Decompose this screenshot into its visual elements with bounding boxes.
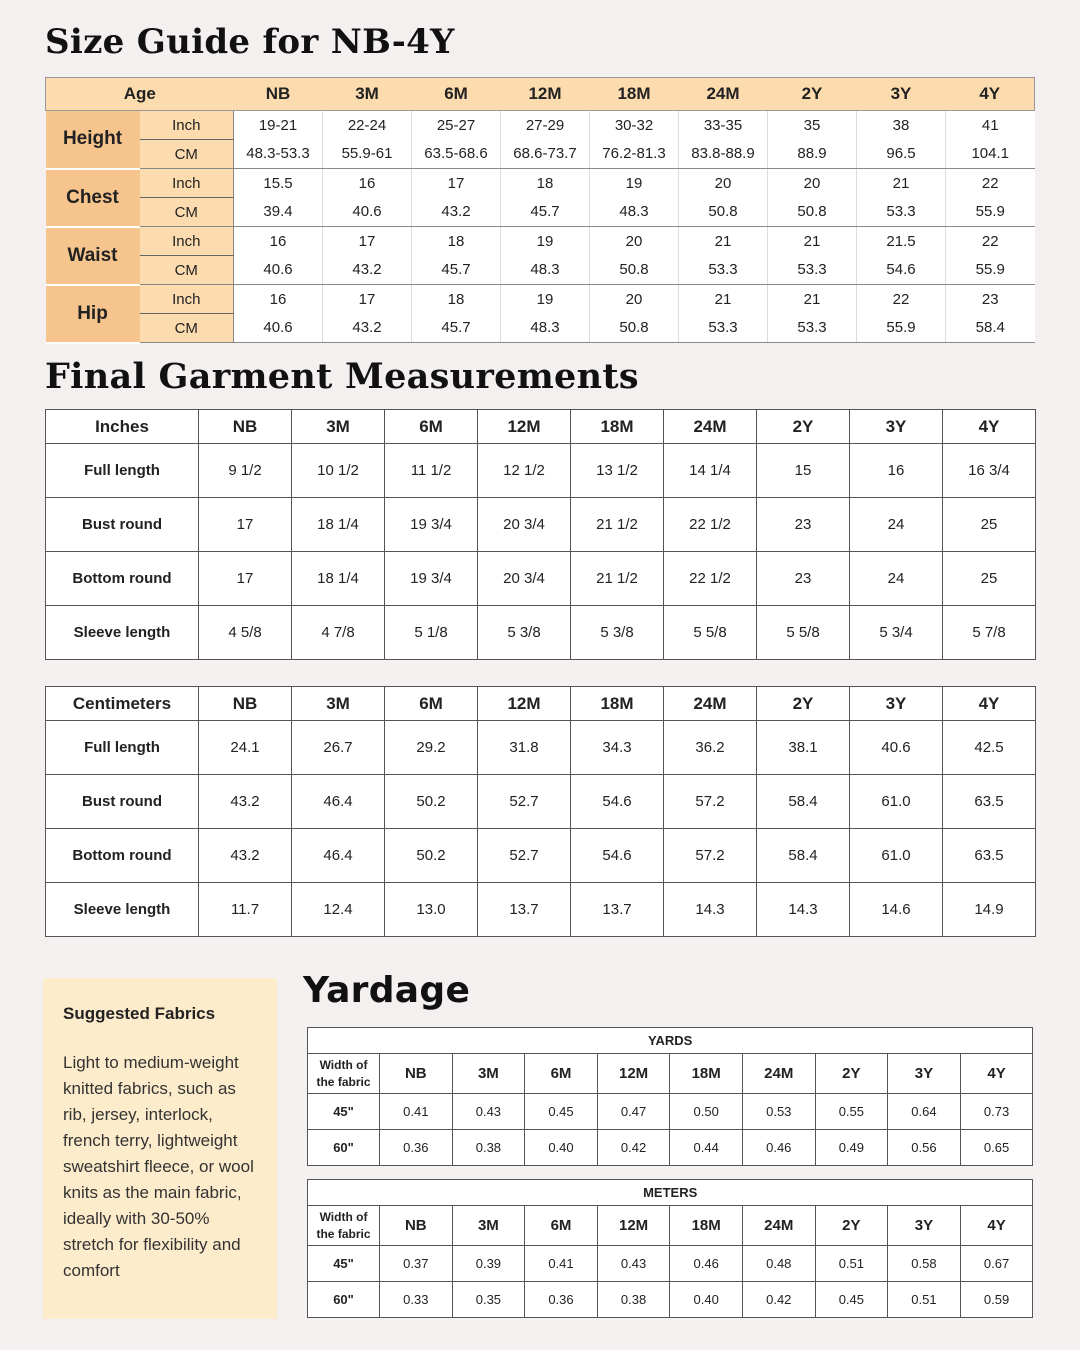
size-value: 19-21 [234,111,323,140]
yardage-value: 0.42 [742,1282,815,1318]
size-value: 22-24 [323,111,412,140]
size-value: 25-27 [412,111,501,140]
yardage-value: 0.42 [597,1130,670,1166]
yardage-value: 0.65 [960,1130,1033,1166]
size-value: 18 [412,227,501,256]
measurement-value: 21 1/2 [571,552,664,606]
measurement-value: 9 1/2 [199,444,292,498]
size-guide-row [46,169,1035,198]
size-guide-row [46,111,1035,140]
size-guide-header-row [46,78,1035,111]
measurement-value: 24.1 [199,721,292,775]
measurement-value: 14.3 [757,883,850,937]
size-header-24m: 24M [664,687,757,721]
measurement-value: 5 3/8 [571,606,664,660]
size-value: 40.6 [234,256,323,285]
size-guide-row [46,140,1035,169]
width-label-line2: the fabric [316,1074,371,1089]
fabric-width-label: 60" [308,1282,380,1318]
measurement-value: 43.2 [199,775,292,829]
size-header-3m: 3M [452,1054,525,1094]
measurement-value: 14.3 [664,883,757,937]
suggested-fabrics-panel [43,978,277,1319]
measurement-value: 24 [850,498,943,552]
fabric-width-label: 45" [308,1246,380,1282]
yardage-value: 0.33 [380,1282,453,1318]
size-value: 43.2 [323,256,412,285]
size-value: 22 [946,227,1035,256]
garment-row [46,721,1036,775]
size-value: 21 [857,169,946,198]
measurement-value: 4 5/8 [199,606,292,660]
measurement-value: 5 7/8 [943,606,1036,660]
measurement-value: 14.6 [850,883,943,937]
size-value: 21 [768,285,857,314]
size-header-4y: 4Y [943,687,1036,721]
measurement-value: 14.9 [943,883,1036,937]
size-value: 19 [501,285,590,314]
size-value: 45.7 [412,256,501,285]
size-value: 21 [679,285,768,314]
measurement-value: 46.4 [292,775,385,829]
measurement-value: 11.7 [199,883,292,937]
fabrics-text: Light to medium-weight knitted fabrics, such as rib, jersey, interlock, french terry, lightweight sweatshirt fleece, or wool knits as the main fabric, ideally with 30-50% stretch for flexibility and comfort [63,1053,254,1280]
size-value: 20 [768,169,857,198]
size-header-3m: 3M [292,410,385,444]
measurement-value: 25 [943,498,1036,552]
size-value: 76.2-81.3 [590,140,679,169]
size-value: 21 [679,227,768,256]
yardage-value: 0.45 [525,1094,598,1130]
width-label-line2: the fabric [316,1226,371,1241]
measurement-value: 31.8 [478,721,571,775]
size-header-6m: 6M [385,410,478,444]
yardage-value: 0.40 [525,1130,598,1166]
yardage-yards-table [307,1027,1033,1166]
size-value: 17 [323,285,412,314]
yardage-value: 0.59 [960,1282,1033,1318]
size-value: 17 [412,169,501,198]
yardage-row [308,1282,1033,1318]
row-label: Sleeve length [46,606,199,660]
measurement-value: 18 1/4 [292,552,385,606]
row-label: Bottom round [46,552,199,606]
size-header-24m: 24M [742,1206,815,1246]
size-value: 48.3 [501,256,590,285]
row-label: Bust round [46,775,199,829]
size-header-3y: 3Y [850,410,943,444]
measurement-value: 34.3 [571,721,664,775]
size-value: 39.4 [234,198,323,227]
size-header-24m: 24M [664,410,757,444]
yardage-value: 0.41 [380,1094,453,1130]
yardage-value: 0.36 [525,1282,598,1318]
yardage-value: 0.49 [815,1130,888,1166]
yardage-value: 0.38 [452,1130,525,1166]
size-value: 22 [857,285,946,314]
yardage-value: 0.46 [670,1246,743,1282]
measurement-value: 26.7 [292,721,385,775]
garment-inches-table [45,409,1036,660]
width-label-line1: Width of [319,1057,368,1072]
yardage-value: 0.64 [888,1094,961,1130]
size-value: 22 [946,169,1035,198]
measurement-value: 63.5 [943,829,1036,883]
measurement-value: 54.6 [571,829,664,883]
size-header-24m: 24M [679,78,768,111]
measurement-value: 21 1/2 [571,498,664,552]
yardage-caption-row [308,1028,1033,1054]
yardage-value: 0.58 [888,1246,961,1282]
yardage-value: 0.56 [888,1130,961,1166]
measurement-value: 10 1/2 [292,444,385,498]
measurement-value: 17 [199,552,292,606]
size-value: 43.2 [412,198,501,227]
yardage-row [308,1130,1033,1166]
size-value: 20 [590,227,679,256]
size-header-3m: 3M [452,1206,525,1246]
size-value: 38 [857,111,946,140]
size-header-3m: 3M [323,78,412,111]
measurement-value: 13.7 [571,883,664,937]
size-value: 53.3 [679,314,768,343]
measurement-value: 16 [850,444,943,498]
size-value: 55.9 [946,198,1035,227]
size-header-12m: 12M [478,687,571,721]
garment-row [46,444,1036,498]
yardage-value: 0.36 [380,1130,453,1166]
size-value: 63.5-68.6 [412,140,501,169]
size-value: 16 [234,227,323,256]
size-header-4y: 4Y [943,410,1036,444]
measurement-value: 40.6 [850,721,943,775]
size-header-nb: NB [234,78,323,111]
yardage-value: 0.55 [815,1094,888,1130]
size-value: 50.8 [590,314,679,343]
width-of-fabric-header [308,1054,380,1094]
yardage-caption: YARDS [308,1028,1033,1054]
yardage-value: 0.35 [452,1282,525,1318]
measurement-value: 4 7/8 [292,606,385,660]
size-header-12m: 12M [501,78,590,111]
unit-label: CM [140,198,234,227]
size-header-18m: 18M [670,1054,743,1094]
yardage-value: 0.47 [597,1094,670,1130]
yardage-value: 0.73 [960,1094,1033,1130]
size-value: 19 [501,227,590,256]
measurement-hip: Hip [46,285,140,343]
size-value: 55.9-61 [323,140,412,169]
size-value: 50.8 [590,256,679,285]
unit-label: CM [140,140,234,169]
yardage-value: 0.53 [742,1094,815,1130]
measurement-value: 43.2 [199,829,292,883]
size-header-3y: 3Y [857,78,946,111]
measurement-value: 20 3/4 [478,552,571,606]
fabric-width-label: 45" [308,1094,380,1130]
size-value: 20 [679,169,768,198]
size-value: 19 [590,169,679,198]
size-header-4y: 4Y [960,1206,1033,1246]
size-value: 48.3 [590,198,679,227]
measurement-value: 25 [943,552,1036,606]
size-value: 50.8 [768,198,857,227]
measurement-value: 58.4 [757,829,850,883]
garment-title: Final Garment Measurements [45,356,639,397]
measurement-value: 50.2 [385,775,478,829]
size-header-nb: NB [199,410,292,444]
measurement-value: 13.7 [478,883,571,937]
size-value: 23 [946,285,1035,314]
row-label: Full length [46,721,199,775]
yardage-value: 0.44 [670,1130,743,1166]
unit-label: Inch [140,227,234,256]
measurement-value: 17 [199,498,292,552]
size-value: 53.3 [857,198,946,227]
fabric-width-label: 60" [308,1130,380,1166]
size-header-18m: 18M [571,410,664,444]
measurement-value: 52.7 [478,775,571,829]
garment-row [46,775,1036,829]
width-of-fabric-header [308,1206,380,1246]
measurement-waist: Waist [46,227,140,285]
size-value: 40.6 [323,198,412,227]
measurement-value: 63.5 [943,775,1036,829]
size-header-4y: 4Y [960,1054,1033,1094]
measurement-value: 36.2 [664,721,757,775]
measurement-value: 29.2 [385,721,478,775]
measurement-value: 61.0 [850,775,943,829]
measurement-value: 61.0 [850,829,943,883]
size-value: 53.3 [768,256,857,285]
size-header-2y: 2Y [757,410,850,444]
size-value: 21.5 [857,227,946,256]
size-header-3y: 3Y [888,1054,961,1094]
measurement-value: 24 [850,552,943,606]
garment-header-row [46,687,1036,721]
measurement-value: 13 1/2 [571,444,664,498]
yardage-value: 0.46 [742,1130,815,1166]
yardage-header-row [308,1054,1033,1094]
size-guide-row [46,227,1035,256]
measurement-height: Height [46,111,140,169]
size-value: 53.3 [679,256,768,285]
measurement-value: 14 1/4 [664,444,757,498]
size-guide-row [46,285,1035,314]
size-value: 35 [768,111,857,140]
size-value: 41 [946,111,1035,140]
yardage-row [308,1094,1033,1130]
size-header-18m: 18M [590,78,679,111]
measurement-value: 5 3/8 [478,606,571,660]
yardage-value: 0.48 [742,1246,815,1282]
size-value: 17 [323,227,412,256]
size-header-6m: 6M [412,78,501,111]
size-value: 30-32 [590,111,679,140]
measurement-value: 20 3/4 [478,498,571,552]
size-guide-title: Size Guide for NB-4Y [45,22,455,62]
yardage-header-row [308,1206,1033,1246]
measurement-value: 12.4 [292,883,385,937]
size-header-3y: 3Y [850,687,943,721]
row-label: Sleeve length [46,883,199,937]
measurement-value: 57.2 [664,829,757,883]
measurement-value: 22 1/2 [664,498,757,552]
size-header-6m: 6M [525,1206,598,1246]
measurement-value: 11 1/2 [385,444,478,498]
size-header-nb: NB [380,1054,453,1094]
size-header-2y: 2Y [815,1054,888,1094]
yardage-row [308,1246,1033,1282]
size-header-3y: 3Y [888,1206,961,1246]
garment-centimeters-table [45,686,1036,937]
unit-label: Inch [140,111,234,140]
measurement-value: 42.5 [943,721,1036,775]
yardage-value: 0.67 [960,1246,1033,1282]
measurement-value: 23 [757,498,850,552]
measurement-value: 23 [757,552,850,606]
measurement-value: 22 1/2 [664,552,757,606]
size-value: 55.9 [946,256,1035,285]
size-value: 27-29 [501,111,590,140]
size-header-12m: 12M [478,410,571,444]
measurement-value: 19 3/4 [385,552,478,606]
age-header: Age [46,78,234,111]
size-value: 68.6-73.7 [501,140,590,169]
size-value: 104.1 [946,140,1035,169]
fabrics-title: Suggested Fabrics [63,1004,216,1023]
measurement-value: 38.1 [757,721,850,775]
size-value: 33-35 [679,111,768,140]
measurement-value: 19 3/4 [385,498,478,552]
size-header-2y: 2Y [757,687,850,721]
size-value: 50.8 [679,198,768,227]
yardage-caption-row [308,1180,1033,1206]
garment-header-row [46,410,1036,444]
size-header-12m: 12M [597,1054,670,1094]
garment-row [46,883,1036,937]
measurement-value: 5 1/8 [385,606,478,660]
garment-row [46,498,1036,552]
size-value: 45.7 [501,198,590,227]
yardage-value: 0.51 [815,1246,888,1282]
unit-header: Centimeters [46,687,199,721]
measurement-value: 52.7 [478,829,571,883]
yardage-meters-table [307,1179,1033,1318]
size-header-18m: 18M [670,1206,743,1246]
unit-label: CM [140,256,234,285]
yardage-value: 0.51 [888,1282,961,1318]
size-value: 21 [768,227,857,256]
garment-row [46,829,1036,883]
size-guide-table [45,77,1035,344]
measurement-value: 13.0 [385,883,478,937]
measurement-value: 12 1/2 [478,444,571,498]
yardage-value: 0.38 [597,1282,670,1318]
size-header-6m: 6M [385,687,478,721]
unit-label: Inch [140,169,234,198]
garment-row [46,606,1036,660]
measurement-value: 5 5/8 [757,606,850,660]
size-header-24m: 24M [742,1054,815,1094]
yardage-value: 0.50 [670,1094,743,1130]
measurement-value: 54.6 [571,775,664,829]
garment-row [46,552,1036,606]
size-value: 16 [234,285,323,314]
size-guide-row [46,314,1035,343]
size-header-6m: 6M [525,1054,598,1094]
yardage-value: 0.43 [597,1246,670,1282]
size-value: 54.6 [857,256,946,285]
unit-label: Inch [140,285,234,314]
yardage-value: 0.45 [815,1282,888,1318]
yardage-value: 0.43 [452,1094,525,1130]
size-header-4y: 4Y [946,78,1035,111]
yardage-value: 0.39 [452,1246,525,1282]
size-value: 16 [323,169,412,198]
size-value: 96.5 [857,140,946,169]
size-value: 45.7 [412,314,501,343]
size-header-12m: 12M [597,1206,670,1246]
size-value: 83.8-88.9 [679,140,768,169]
size-header-nb: NB [380,1206,453,1246]
measurement-value: 18 1/4 [292,498,385,552]
yardage-value: 0.40 [670,1282,743,1318]
measurement-value: 5 5/8 [664,606,757,660]
size-guide-row [46,198,1035,227]
size-value: 15.5 [234,169,323,198]
unit-header: Inches [46,410,199,444]
size-header-18m: 18M [571,687,664,721]
row-label: Full length [46,444,199,498]
size-value: 43.2 [323,314,412,343]
row-label: Bust round [46,498,199,552]
measurement-value: 16 3/4 [943,444,1036,498]
size-value: 55.9 [857,314,946,343]
measurement-chest: Chest [46,169,140,227]
measurement-value: 58.4 [757,775,850,829]
size-value: 48.3-53.3 [234,140,323,169]
size-value: 48.3 [501,314,590,343]
unit-label: CM [140,314,234,343]
yardage-value: 0.41 [525,1246,598,1282]
size-header-2y: 2Y [768,78,857,111]
size-value: 18 [412,285,501,314]
measurement-value: 57.2 [664,775,757,829]
size-value: 40.6 [234,314,323,343]
measurement-value: 15 [757,444,850,498]
size-header-nb: NB [199,687,292,721]
yardage-title: Yardage [303,970,471,1011]
yardage-caption: METERS [308,1180,1033,1206]
size-value: 88.9 [768,140,857,169]
size-guide-row [46,256,1035,285]
size-value: 58.4 [946,314,1035,343]
size-value: 18 [501,169,590,198]
size-header-3m: 3M [292,687,385,721]
measurement-value: 50.2 [385,829,478,883]
size-value: 53.3 [768,314,857,343]
measurement-value: 5 3/4 [850,606,943,660]
measurement-value: 46.4 [292,829,385,883]
row-label: Bottom round [46,829,199,883]
width-label-line1: Width of [319,1209,368,1224]
size-value: 20 [590,285,679,314]
yardage-value: 0.37 [380,1246,453,1282]
size-header-2y: 2Y [815,1206,888,1246]
